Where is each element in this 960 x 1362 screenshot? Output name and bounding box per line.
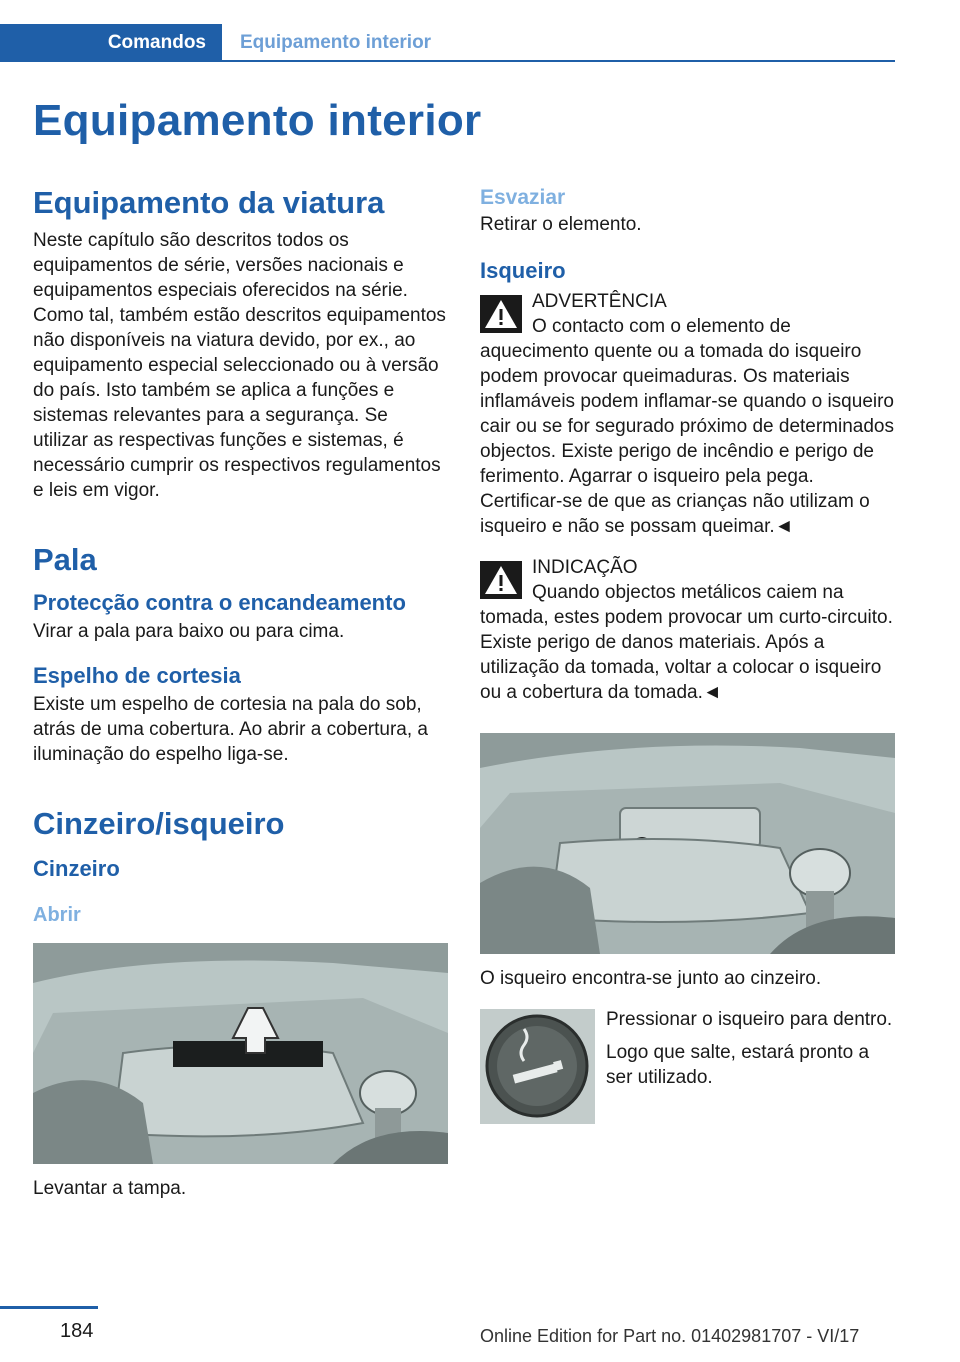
- paragraph-esvaziar: Retirar o elemento.: [480, 214, 642, 235]
- header-section-tab: Comandos: [0, 24, 222, 61]
- lighter-steps: [480, 1009, 895, 1129]
- section-heading-equipamento: Equipamento da viatura: [33, 185, 385, 220]
- subheading-cinzeiro: Cinzeiro: [33, 856, 120, 881]
- running-header: [0, 24, 895, 62]
- left-column: [33, 184, 448, 1201]
- header-subsection-tab: Equipamento interior: [240, 31, 432, 53]
- photo2-caption: O isqueiro encontra-se junto ao cinzeiro.: [480, 968, 822, 989]
- subheading-abrir: Abrir: [33, 904, 81, 926]
- warning-label: ADVERTÊNCIA: [532, 291, 667, 312]
- notice-block: [480, 555, 895, 705]
- subheading-espelho: Espelho de cortesia: [33, 663, 241, 688]
- notice-label: INDICAÇÃO: [532, 557, 638, 578]
- cigarette-lighter-icon: [480, 1009, 595, 1124]
- notice-text: Quando objectos metálicos caiem na tomada, estes podem provocar um curto-circuito. Existe perigo de danos materiais. Após a utilização da tomada, voltar a colocar o isqueiro ou a cobertura da tomada.◄: [480, 582, 893, 703]
- section-heading-cinzeiro-isqueiro: Cinzeiro/isqueiro: [33, 806, 285, 841]
- paragraph-proteccao: Virar a pala para baixo ou para cima.: [33, 621, 345, 642]
- ashtray-illustration: [33, 943, 448, 1164]
- lighter-illustration: [480, 733, 895, 954]
- page-title: Equipamento interior: [33, 96, 482, 145]
- subheading-esvaziar: Esvaziar: [480, 186, 566, 209]
- notice-triangle-icon: [480, 561, 522, 599]
- header-rule: [0, 60, 895, 62]
- footer-rule: [0, 1306, 98, 1309]
- step-ready: Logo que salte, estará pronto a ser utilizado.: [606, 1042, 870, 1088]
- page-number: 184: [60, 1320, 94, 1342]
- section-heading-pala: Pala: [33, 542, 97, 577]
- step-press-lighter: Pressionar o isqueiro para dentro.: [606, 1009, 893, 1030]
- lighter-location-photo: [480, 733, 895, 954]
- subheading-isqueiro: Isqueiro: [480, 258, 566, 283]
- edition-note: Online Edition for Part no. 01402981707 - VI/17: [480, 1326, 860, 1346]
- paragraph-espelho: Existe um espelho de cortesia na pala do sob, atrás de uma cobertura. Ao abrir a cobertura, a iluminação do espelho liga-se.: [33, 694, 428, 765]
- photo1-caption: Levantar a tampa.: [33, 1178, 187, 1199]
- warning-triangle-icon: [480, 295, 522, 333]
- warning-text: O contacto com o elemento de aquecimento quente ou a tomada do isqueiro podem provocar queimaduras. Os materiais inflamáveis podem inflamar-se quando o isqueiro cair ou se for segurado próximo de determinados objectos. Existe perigo de incêndio e perigo de ferimento. Agarrar o isqueiro pela pega. Certificar-se de que as crianças não utilizam o isqueiro e não se possam queimar.◄: [480, 316, 895, 537]
- ashtray-open-photo: [33, 943, 448, 1164]
- warning-block: [480, 289, 895, 539]
- intro-paragraph: Neste capítulo são descritos todos os equipamentos de série, versões nacionais e equipamentos especiais oferecidos na série. Como tal, também estão descritos equipamentos não disponíveis na viatura devido, por ex., ao equipamento especial seleccionado ou à versão do país. Isto também se aplica a funções e sistemas relevantes para a segurança. Se utilizar as respectivas funções e sistemas, é necessário cumprir os respectivos regulamentos e leis em vigor.: [33, 230, 446, 501]
- right-column: [480, 184, 895, 1129]
- lighter-button-photo: [480, 1009, 595, 1124]
- subheading-proteccao: Protecção contra o encandeamento: [33, 590, 406, 615]
